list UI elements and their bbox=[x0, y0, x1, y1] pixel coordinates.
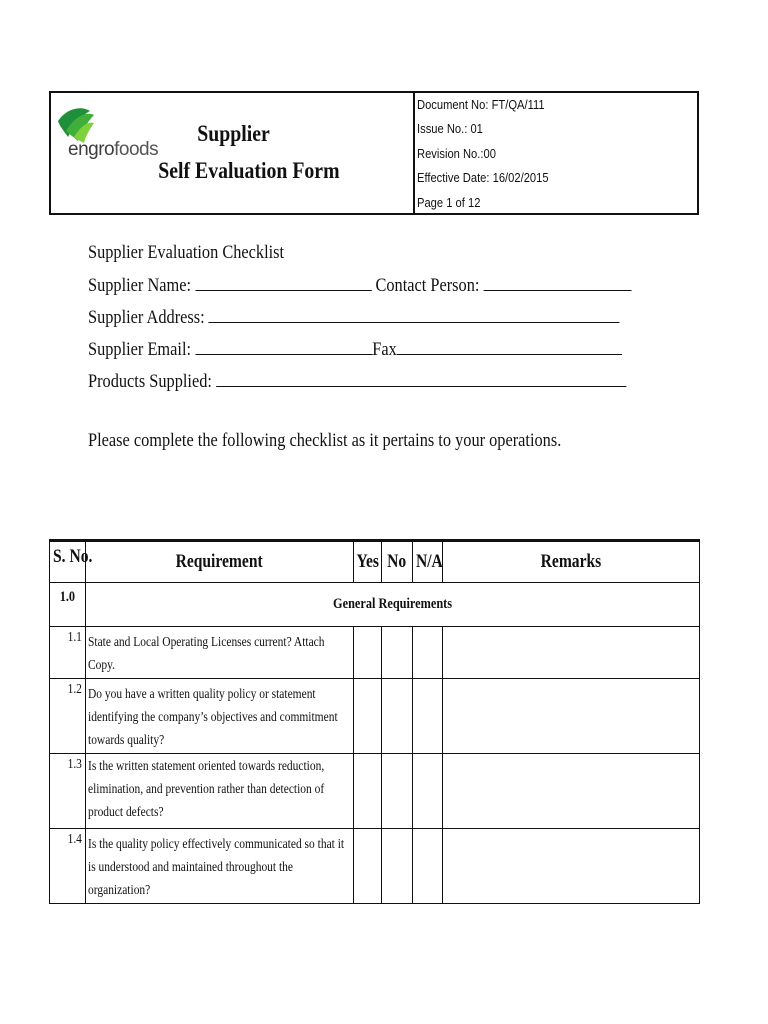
products-supplied-field[interactable] bbox=[216, 368, 626, 387]
na-cell[interactable] bbox=[413, 829, 443, 904]
requirement-text: State and Local Operating Licenses current? Attach Copy. bbox=[86, 627, 354, 679]
evaluation-checklist-table bbox=[49, 539, 700, 904]
no-cell[interactable] bbox=[382, 829, 413, 904]
yes-cell[interactable] bbox=[354, 679, 382, 754]
yes-cell[interactable] bbox=[354, 627, 382, 679]
header-no: No bbox=[382, 541, 413, 583]
table-row bbox=[50, 679, 700, 754]
products-supplied-row bbox=[88, 368, 626, 394]
document-meta bbox=[417, 93, 697, 215]
supplier-name-field[interactable] bbox=[195, 272, 371, 291]
requirement-text: Is the written statement oriented towards reduction, elimination, and prevention rather than detection of product defects? bbox=[86, 754, 354, 829]
section-title: General Requirements bbox=[86, 583, 700, 627]
table-header-row bbox=[50, 541, 700, 583]
na-cell[interactable] bbox=[413, 627, 443, 679]
supplier-name-row bbox=[88, 272, 631, 298]
header-sno: S. No. bbox=[50, 541, 86, 583]
logo-wordmark: engrofoods bbox=[68, 139, 159, 160]
remarks-cell[interactable] bbox=[443, 829, 700, 904]
supplier-name-label: Supplier Name: bbox=[88, 275, 192, 296]
fax-label: Fax bbox=[372, 339, 397, 360]
table-row bbox=[50, 829, 700, 904]
remarks-cell[interactable] bbox=[443, 679, 700, 754]
header-requirement: Requirement bbox=[86, 541, 354, 583]
engro-foods-logo bbox=[56, 105, 159, 169]
products-supplied-label: Products Supplied: bbox=[88, 371, 212, 392]
remarks-cell[interactable] bbox=[443, 754, 700, 829]
row-number: 1.1 bbox=[50, 627, 86, 679]
na-cell[interactable] bbox=[413, 679, 443, 754]
page-number: Page 1 of 12 bbox=[417, 194, 481, 210]
requirement-text: Is the quality policy effectively communicated so that it is understood and maintained throughout the organization? bbox=[86, 829, 354, 904]
table-row bbox=[50, 754, 700, 829]
supplier-address-field[interactable] bbox=[209, 304, 620, 323]
table-row bbox=[50, 627, 700, 679]
form-title-line2: Self Evaluation Form bbox=[158, 158, 340, 183]
requirement-text: Do you have a written quality policy or statement identifying the company’s objectives and commitment towards quality? bbox=[86, 679, 354, 754]
header-divider bbox=[413, 93, 415, 213]
revision-number: Revision No.:00 bbox=[417, 145, 496, 161]
header-remarks: Remarks bbox=[443, 541, 700, 583]
contact-person-label: Contact Person: bbox=[375, 275, 480, 296]
supplier-email-row bbox=[88, 336, 622, 362]
header-yes: Yes bbox=[354, 541, 382, 583]
supplier-address-label: Supplier Address: bbox=[88, 307, 205, 328]
row-number: 1.4 bbox=[50, 829, 86, 904]
yes-cell[interactable] bbox=[354, 754, 382, 829]
no-cell[interactable] bbox=[382, 627, 413, 679]
yes-cell[interactable] bbox=[354, 829, 382, 904]
row-number: 1.3 bbox=[50, 754, 86, 829]
contact-person-field[interactable] bbox=[484, 272, 632, 291]
document-number: Document No: FT/QA/111 bbox=[417, 97, 545, 112]
na-cell[interactable] bbox=[413, 754, 443, 829]
supplier-email-label: Supplier Email: bbox=[88, 339, 192, 360]
document-header bbox=[49, 91, 699, 215]
section-row bbox=[50, 583, 700, 627]
no-cell[interactable] bbox=[382, 754, 413, 829]
checklist-title: Supplier Evaluation Checklist bbox=[88, 242, 285, 263]
effective-date: Effective Date: 16/02/2015 bbox=[417, 170, 549, 186]
section-number: 1.0 bbox=[50, 583, 86, 627]
supplier-address-row bbox=[88, 304, 620, 330]
header-na: N/A bbox=[413, 541, 443, 583]
form-title-line1: Supplier bbox=[197, 121, 270, 146]
supplier-email-field[interactable] bbox=[195, 336, 372, 355]
no-cell[interactable] bbox=[382, 679, 413, 754]
issue-number: Issue No.: 01 bbox=[417, 121, 483, 137]
remarks-cell[interactable] bbox=[443, 627, 700, 679]
instruction-text: Please complete the following checklist as it pertains to your operations. bbox=[88, 430, 562, 451]
fax-field[interactable] bbox=[397, 336, 622, 355]
row-number: 1.2 bbox=[50, 679, 86, 754]
